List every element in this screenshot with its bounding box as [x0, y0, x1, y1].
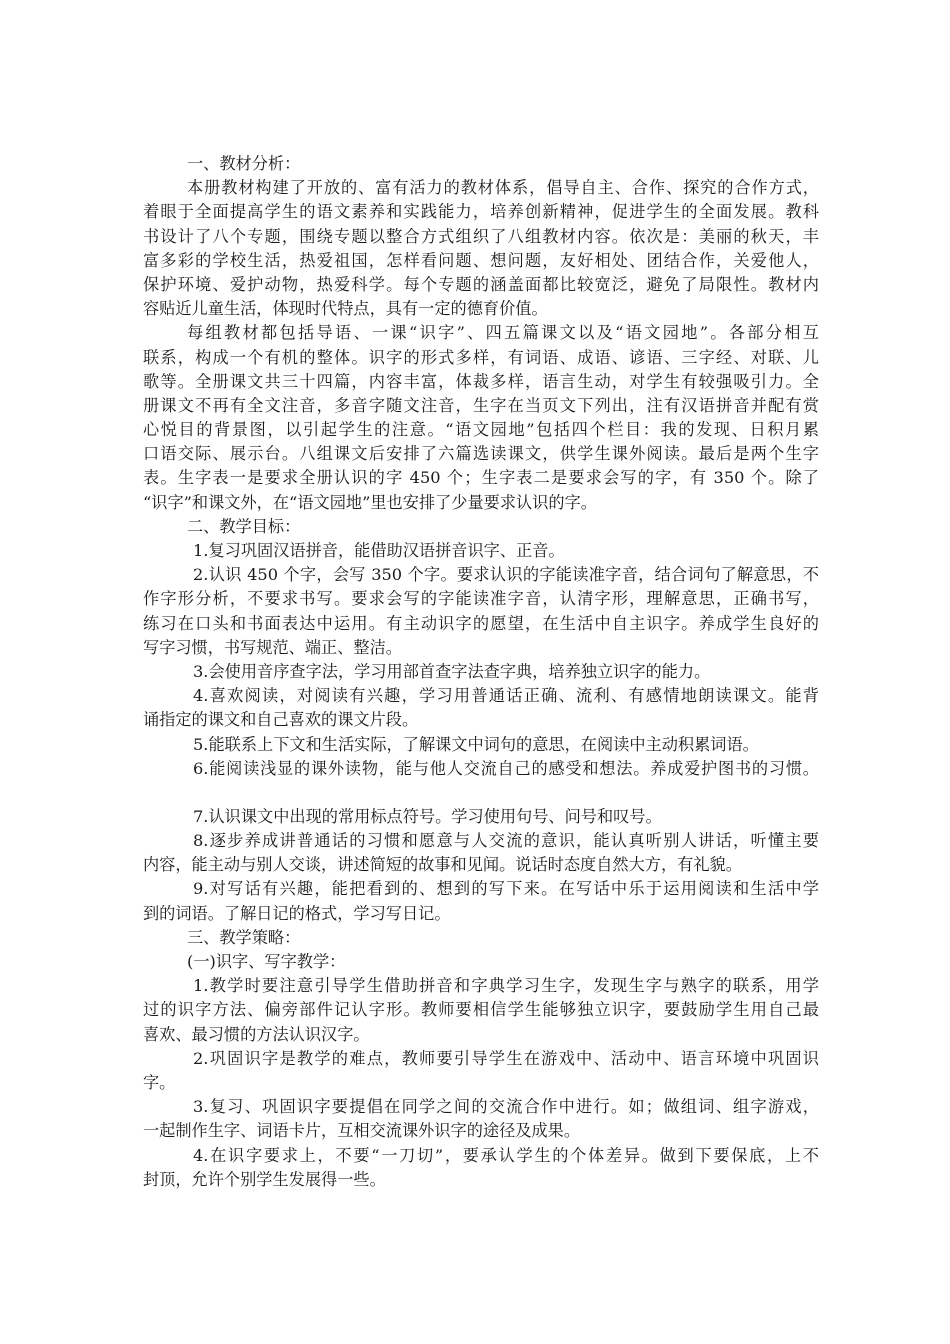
- paragraph-line: 心悦目的背景图，以引起学生的注意。“语文园地”包括四个栏目：我的发现、日积月累: [143, 420, 819, 440]
- subheading-literacy-writing: (一)识字、写字教学：: [187, 952, 346, 971]
- strategy-item-line: 过的识字方法、偏旁部件记认字形。教师要相信学生能够独立识字，要鼓励学生用自己最: [143, 1000, 819, 1020]
- goal-item: 2.认识 450 个字，会写 350 个字。要求认识的字能读准字音，结合词句了解意思，不: [193, 565, 819, 585]
- paragraph-line: 容贴近儿童生活，体现时代特点，具有一定的德育价值。: [143, 299, 548, 319]
- spacer: [143, 781, 819, 805]
- paragraph-line: 富多彩的学校生活，热爱祖国，怎样看问题、想问题，友好相处、团结合作，关爱他人，: [143, 250, 819, 270]
- paragraph-line: 联系，构成一个有机的整体。识字的形式多样，有词语、成语、谚语、三字经、对联、儿: [143, 347, 819, 367]
- goal-item: 9.对写话有兴趣，能把看到的、想到的写下来。在写话中乐于运用阅读和生活中学: [193, 879, 819, 899]
- paragraph-line: 册课文不再有全文注音，多音字随文注音，生字在当页文下列出，注有汉语拼音并配有赏: [143, 395, 819, 415]
- document-page: [143, 152, 819, 1192]
- goal-item: 6.能阅读浅显的课外读物，能与他人交流自己的感受和想法。养成爱护图书的习惯。: [193, 758, 819, 778]
- goal-item: 5.能联系上下文和生活实际，了解课文中词句的意思，在阅读中主动积累词语。: [193, 734, 759, 754]
- strategy-item: 3.复习、巩固识字要提倡在同学之间的交流合作中进行。如；做组词、组字游戏，: [193, 1097, 819, 1117]
- paragraph-line: 口语交际、展示台。八组课文后安排了六篇选读课文，供学生课外阅读。最后是两个生字: [143, 444, 819, 464]
- strategy-item-line: 喜欢、最习惯的方法认识汉字。: [143, 1024, 370, 1044]
- heading-textbook-analysis: 一、教材分析：: [187, 154, 301, 173]
- paragraph-line: 着眼于全面提高学生的语文素养和实践能力，培养创新精神，促进学生的全面发展。教科: [143, 202, 819, 222]
- goal-item-line: 诵指定的课文和自己喜欢的课文片段。: [143, 710, 419, 730]
- paragraph-line: 每组教材都包括导语、一课“识字”、四五篇课文以及“语文园地”。各部分相互: [187, 323, 819, 343]
- heading-teaching-goals: 二、教学目标：: [187, 516, 301, 536]
- goal-item: 1.复习巩固汉语拼音，能借助汉语拼音识字、正音。: [193, 541, 565, 560]
- goal-item-line: 练习在口头和书面表达中运用。有主动识字的愿望，在生活中自主识字。养成学生良好的: [143, 613, 819, 633]
- strategy-item: 1.教学时要注意引导学生借助拼音和字典学习生字，发现生字与熟字的联系，用学: [193, 976, 819, 996]
- paragraph-line: 保护环境、爱护动物，热爱科学。每个专题的涵盖面都比较宽泛，避免了局限性。教材内: [143, 274, 819, 294]
- paragraph-line: 本册教材构建了开放的、富有活力的教材体系，倡导自主、合作、探究的合作方式，: [187, 178, 819, 198]
- heading-teaching-strategy: 三、教学策略：: [187, 927, 301, 947]
- goal-item: 8.逐步养成讲普通话的习惯和愿意与人交流的意识，能认真听别人讲话，听懂主要: [193, 831, 819, 851]
- paragraph-line: 表。生字表一是要求全册认识的字 450 个；生字表二是要求会写的字，有 350 个。除了: [143, 468, 819, 488]
- paragraph-line: 歌等。全册课文共三十四篇，内容丰富，体裁多样，语言生动，对学生有较强吸引力。全: [143, 371, 819, 391]
- goal-item: 3.会使用音序查字法，学习用部首查字法查字典，培养独立识字的能力。: [193, 661, 711, 681]
- strategy-item-line: 一起制作生字、词语卡片，互相交流课外识字的途径及成果。: [143, 1121, 581, 1141]
- goal-item: 7.认识课文中出现的常用标点符号。学习使用句号、问号和叹号。: [193, 806, 662, 826]
- strategy-item-line: 封顶，允许个别学生发展得一些。: [143, 1169, 386, 1189]
- goal-item: 4.喜欢阅读，对阅读有兴趣，学习用普通话正确、流利、有感情地朗读课文。能背: [193, 686, 819, 706]
- goal-item-line: 到的词语。了解日记的格式，学习写日记。: [143, 903, 451, 923]
- strategy-item: 2.巩固识字是教学的难点，教师要引导学生在游戏中、活动中、语言环境中巩固识: [193, 1048, 819, 1068]
- paragraph-line: “识字”和课文外，在“语文园地”里也安排了少量要求认识的字。: [143, 492, 597, 512]
- strategy-item-line: 字。: [143, 1072, 176, 1092]
- paragraph-line: 书设计了八个专题，围绕专题以整合方式组织了八组教材内容。依次是：美丽的秋天，丰: [143, 226, 819, 246]
- goal-item-line: 写字习惯，书写规范、端正、整洁。: [143, 637, 402, 657]
- strategy-item: 4.在识字要求上，不要“一刀切”，要承认学生的个体差异。做到下要保底，上不: [193, 1145, 819, 1165]
- goal-item-line: 内容，能主动与别人交谈，讲述简短的故事和见闻。说话时态度自然大方，有礼貌。: [143, 855, 742, 875]
- goal-item-line: 作字形分析，不要求书写。要求会写的字能读准字音，认清字形，理解意思，正确书写，: [143, 589, 819, 609]
